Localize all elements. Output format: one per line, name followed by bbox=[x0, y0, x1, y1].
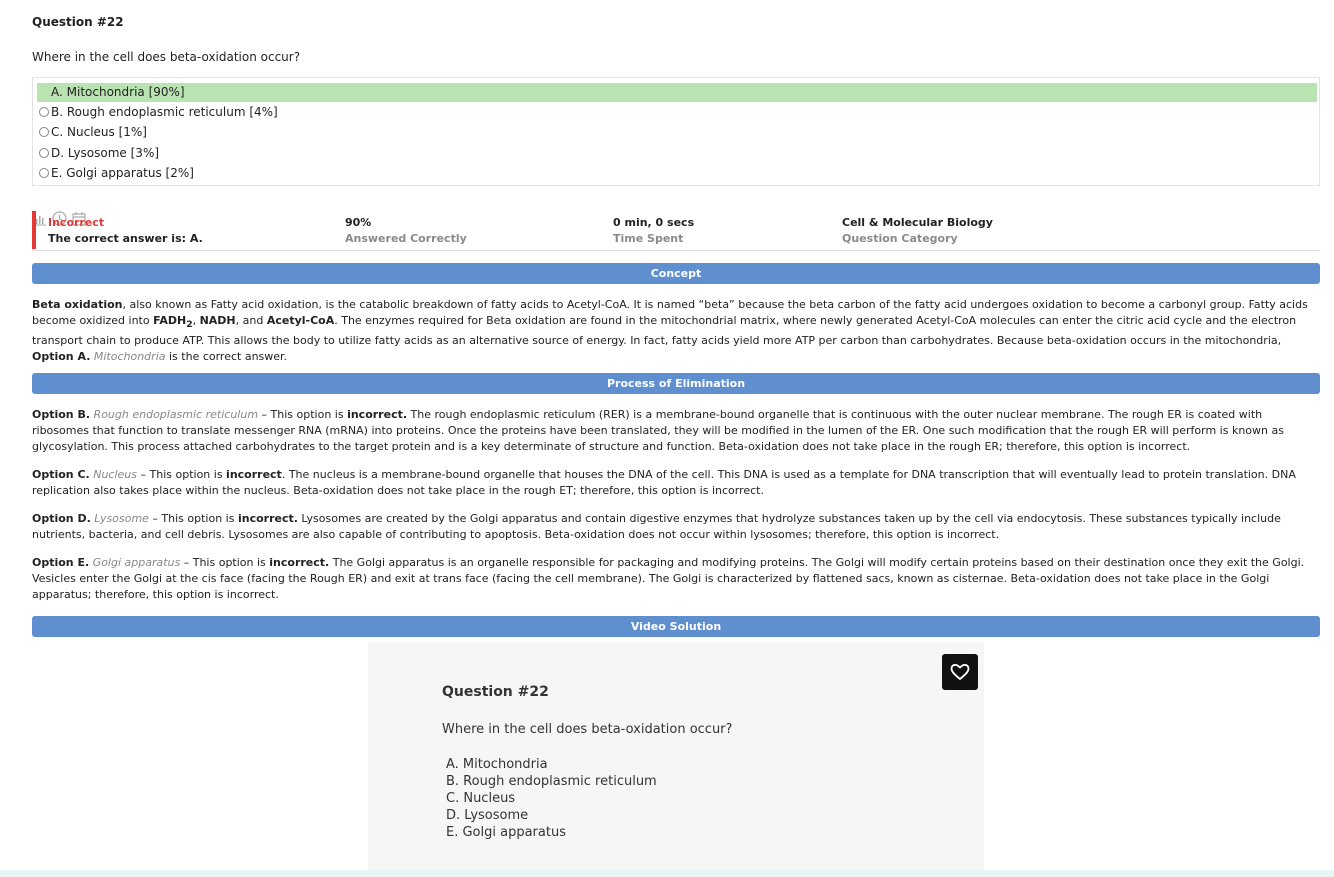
time-value: 0 min, 0 secs bbox=[613, 216, 695, 229]
option-name: Lysosome bbox=[94, 512, 149, 525]
option-pre: – This option is bbox=[137, 468, 227, 481]
option-label: Option B. bbox=[32, 408, 91, 421]
percent-value: 90% bbox=[345, 216, 372, 229]
video-header: Video Solution bbox=[32, 616, 1320, 637]
radio-icon bbox=[39, 148, 49, 158]
choice-label: D. Lysosome [3%] bbox=[51, 146, 160, 160]
video-option: A. Mitochondria bbox=[446, 757, 548, 772]
option-c-explanation bbox=[32, 467, 1322, 499]
choice-b[interactable] bbox=[37, 103, 1317, 122]
choice-label: A. Mitochondria [90%] bbox=[51, 85, 185, 99]
choice-label: C. Nucleus [1%] bbox=[51, 125, 147, 139]
radio-icon bbox=[39, 168, 49, 178]
answer-choices bbox=[32, 77, 1320, 186]
option-verdict: incorrect. bbox=[237, 512, 298, 525]
question-text: Where in the cell does beta-oxidation occur? bbox=[32, 50, 301, 64]
fadh-term: FADH bbox=[153, 314, 187, 327]
fadh-subscript: 2 bbox=[186, 319, 193, 331]
correct-answer-text: The correct answer is: A. bbox=[48, 232, 203, 245]
acetyl-coa-term: Acetyl-CoA bbox=[266, 314, 335, 327]
choice-d[interactable] bbox=[37, 144, 1317, 163]
percent-label: Answered Correctly bbox=[345, 232, 467, 245]
video-player[interactable] bbox=[368, 642, 984, 870]
result-status bbox=[48, 215, 203, 247]
video-question-text: Where in the cell does beta-oxidation occur? bbox=[442, 722, 733, 737]
favorite-button[interactable] bbox=[942, 654, 978, 690]
video-options-list bbox=[446, 756, 657, 841]
time-label: Time Spent bbox=[613, 232, 684, 245]
video-question-title: Question #22 bbox=[442, 684, 549, 700]
option-verdict: incorrect. bbox=[347, 408, 408, 421]
percent-stat bbox=[345, 215, 467, 247]
concept-text-part: . The enzymes required for Beta oxidation are found in the mitochondrial matrix, where newly generated Acetyl-CoA molecules can enter the citric acid cycle and the electron transport chain to produce ATP. This allows the body to utilize fatty acids as an alternative source of energy. In fact, fatty acids yield more ATP per carbon than carbohydrates. Because beta-oxidation occurs in the mitochondria, bbox=[32, 314, 1297, 348]
bottom-strip bbox=[0, 870, 1334, 877]
option-label: Option D. bbox=[32, 512, 91, 525]
question-title: Question #22 bbox=[32, 15, 124, 29]
concept-text-part: , also known as Fatty acid oxidation, is the catabolic breakdown of fatty acids to Acetyl-CoA. It is named “beta” because the beta carbon of the fatty acid undergoes oxidation to become a carbonyl group. Fatty acids become oxidized into bbox=[32, 298, 1308, 327]
option-e-explanation bbox=[32, 555, 1322, 603]
option-a-ref: Option A. bbox=[32, 350, 91, 364]
category-value: Cell & Molecular Biology bbox=[842, 216, 993, 229]
option-pre: – This option is bbox=[180, 556, 270, 569]
option-name: Rough endoplasmic reticulum bbox=[93, 408, 259, 421]
option-d-explanation bbox=[32, 511, 1322, 543]
choice-label: E. Golgi apparatus [2%] bbox=[51, 166, 194, 180]
option-verdict: incorrect bbox=[226, 468, 282, 481]
time-stat bbox=[613, 215, 694, 247]
option-label: Option C. bbox=[32, 468, 90, 481]
option-pre: – This option is bbox=[148, 512, 238, 525]
incorrect-indicator bbox=[32, 211, 36, 249]
option-b-explanation bbox=[32, 407, 1322, 455]
option-a-name: Mitochondria bbox=[93, 350, 166, 364]
option-verdict: incorrect. bbox=[269, 556, 330, 569]
video-option: E. Golgi apparatus bbox=[446, 825, 566, 840]
separator: , bbox=[192, 314, 200, 327]
video-option: C. Nucleus bbox=[446, 791, 516, 806]
video-option: B. Rough endoplasmic reticulum bbox=[446, 774, 657, 789]
choice-a[interactable] bbox=[37, 83, 1317, 102]
heart-icon bbox=[942, 654, 978, 690]
nadh-term: NADH bbox=[199, 314, 236, 327]
separator: , and bbox=[235, 314, 267, 327]
elimination-header: Process of Elimination bbox=[32, 373, 1320, 394]
option-label: Option E. bbox=[32, 556, 90, 569]
video-option: D. Lysosome bbox=[446, 808, 529, 823]
status-label: Incorrect bbox=[48, 216, 105, 229]
choice-label: B. Rough endoplasmic reticulum [4%] bbox=[51, 105, 278, 119]
category-stat bbox=[842, 215, 993, 247]
choice-e[interactable] bbox=[37, 164, 1317, 183]
concept-term: Beta oxidation bbox=[32, 298, 123, 311]
result-stats bbox=[32, 211, 1320, 251]
option-body: The rough endoplasmic reticulum (RER) is a membrane-bound organelle that is continuous with the outer nuclear membrane. The rough ER is coated with ribosomes that function to translate messenger RNA (mRNA) into proteins. Once the proteins have been translated, they will be modified in the lumen of the ER. One such modification that the rough ER will perform is known as glycosylation. This process attached carbohydrates to the target protein and is a key determinate of structure and function. Beta-oxidation does not take place in the rough ER; therefore, this option is incorrect. bbox=[32, 408, 1284, 453]
option-name: Nucleus bbox=[93, 468, 138, 481]
radio-icon bbox=[39, 107, 49, 117]
choice-c[interactable] bbox=[37, 123, 1317, 142]
radio-icon bbox=[39, 87, 49, 97]
category-label: Question Category bbox=[842, 232, 958, 245]
option-pre: – This option is bbox=[258, 408, 348, 421]
option-name: Golgi apparatus bbox=[92, 556, 181, 569]
concept-text-part: is the correct answer. bbox=[165, 350, 288, 364]
radio-icon bbox=[39, 127, 49, 137]
concept-header: Concept bbox=[32, 263, 1320, 284]
concept-text bbox=[32, 297, 1322, 365]
option-body: Lysosomes are created by the Golgi apparatus and contain digestive enzymes that hydrolyze substances taken up by the cell via endocytosis. These substances typically include nutrients, bacteria, and cell debris. Lysosomes are also capable of contributing to apoptosis. Beta-oxidation does not occur within lysosomes; therefore, this option is incorrect. bbox=[32, 512, 1281, 541]
option-body: . The nucleus is a membrane-bound organelle that houses the DNA of the cell. This DNA is used as a template for DNA transcription that will eventually lead to protein translation. DNA replication also takes place within the nucleus. Beta-oxidation does not take place in the rough ET; therefore, this option is incorrect. bbox=[32, 468, 1296, 497]
option-body: The Golgi apparatus is an organelle responsible for packaging and modifying proteins. The Golgi will modify certain proteins based on their destination once they exit the Golgi. Vesicles enter the Golgi at the cis face (facing the Rough ER) and exit at trans face (facing the cell membrane). The Golgi is characterized by flattened sacs, known as cisternae. Beta-oxidation does not take place in the Golgi apparatus; therefore, this option is incorrect. bbox=[32, 556, 1305, 601]
